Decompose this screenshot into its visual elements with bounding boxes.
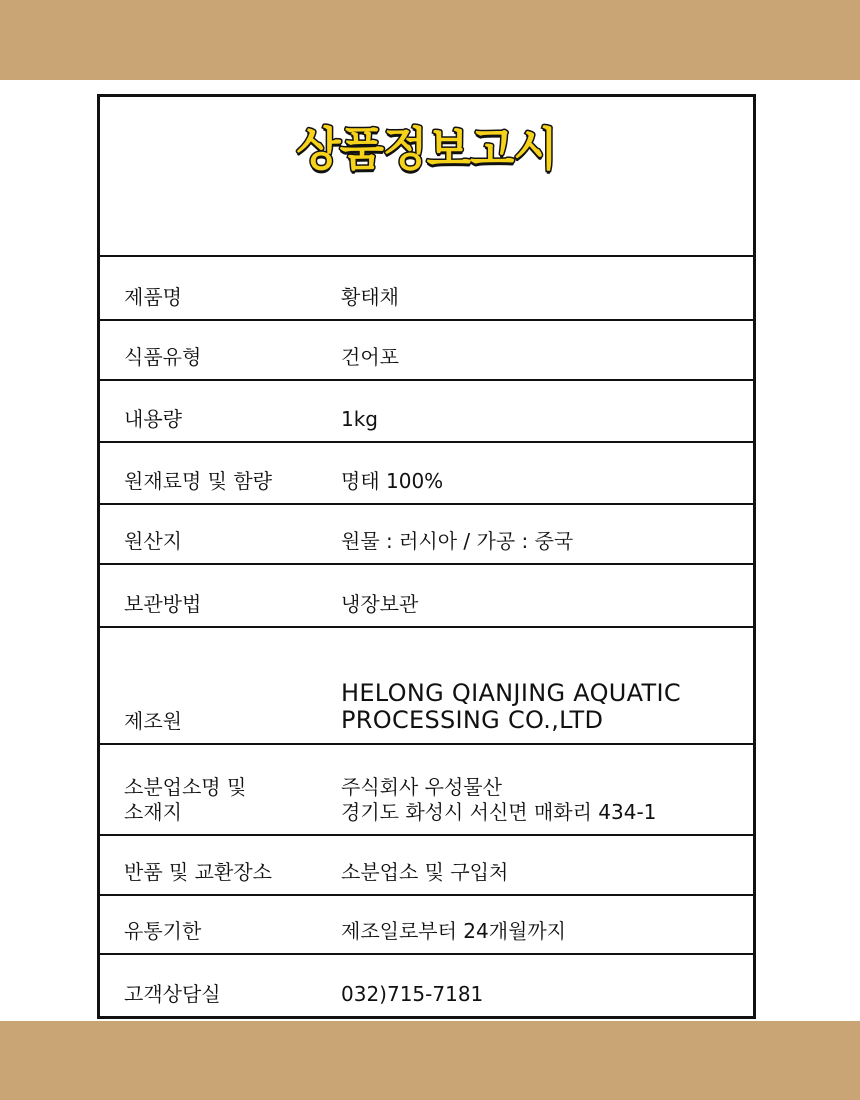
row-value: 032)715-7181 <box>341 982 484 1006</box>
table-row-product-name <box>100 255 753 319</box>
row-value: 1kg <box>341 407 379 431</box>
row-value <box>341 680 681 734</box>
row-label: 제조원 <box>124 709 182 733</box>
table-row-return-place <box>100 834 753 894</box>
page-title: 상품정보고시 <box>296 122 557 176</box>
row-value-line: 주식회사 우성물산 <box>341 775 502 799</box>
bottom-decor-band <box>0 1021 860 1100</box>
table-row-storage <box>100 563 753 626</box>
product-info-notice-table <box>97 94 756 1019</box>
row-value: 냉장보관 <box>341 592 419 616</box>
row-label: 원재료명 및 함량 <box>124 469 272 493</box>
row-label: 원산지 <box>124 529 182 553</box>
row-value: 제조일로부터 24개월까지 <box>341 919 567 943</box>
row-label: 내용량 <box>124 407 182 431</box>
row-value-line: 경기도 화성시 서신면 매화리 434-1 <box>341 800 657 824</box>
row-label: 보관방법 <box>124 592 202 616</box>
row-value: 소분업소 및 구입처 <box>341 860 509 884</box>
row-label-line: 소재지 <box>124 800 182 824</box>
row-value: 명태 100% <box>341 469 444 493</box>
table-row-food-type <box>100 319 753 379</box>
table-row-origin <box>100 503 753 563</box>
row-value: 건어포 <box>341 345 399 369</box>
row-label <box>124 775 246 825</box>
row-value-line: PROCESSING CO.,LTD <box>341 706 604 734</box>
row-value: 황태채 <box>341 285 399 309</box>
row-value: 원물 : 러시아 / 가공 : 중국 <box>341 529 574 553</box>
row-label: 반품 및 교환장소 <box>124 860 272 884</box>
table-row-subdivider <box>100 743 753 834</box>
row-label: 식품유형 <box>124 345 202 369</box>
row-label: 고객상담실 <box>124 982 221 1006</box>
table-row-ingredients <box>100 441 753 503</box>
top-decor-band <box>0 0 860 80</box>
table-row-net-content <box>100 379 753 441</box>
table-row-expiry <box>100 894 753 953</box>
table-row-manufacturer <box>100 626 753 743</box>
title-area <box>100 97 753 255</box>
row-label: 유통기한 <box>124 919 202 943</box>
table-row-customer-service <box>100 953 753 1016</box>
row-label-line: 소분업소명 및 <box>124 775 247 799</box>
row-label: 제품명 <box>124 285 182 309</box>
row-value-line: HELONG QIANJING AQUATIC <box>341 679 681 707</box>
row-value <box>341 775 656 825</box>
